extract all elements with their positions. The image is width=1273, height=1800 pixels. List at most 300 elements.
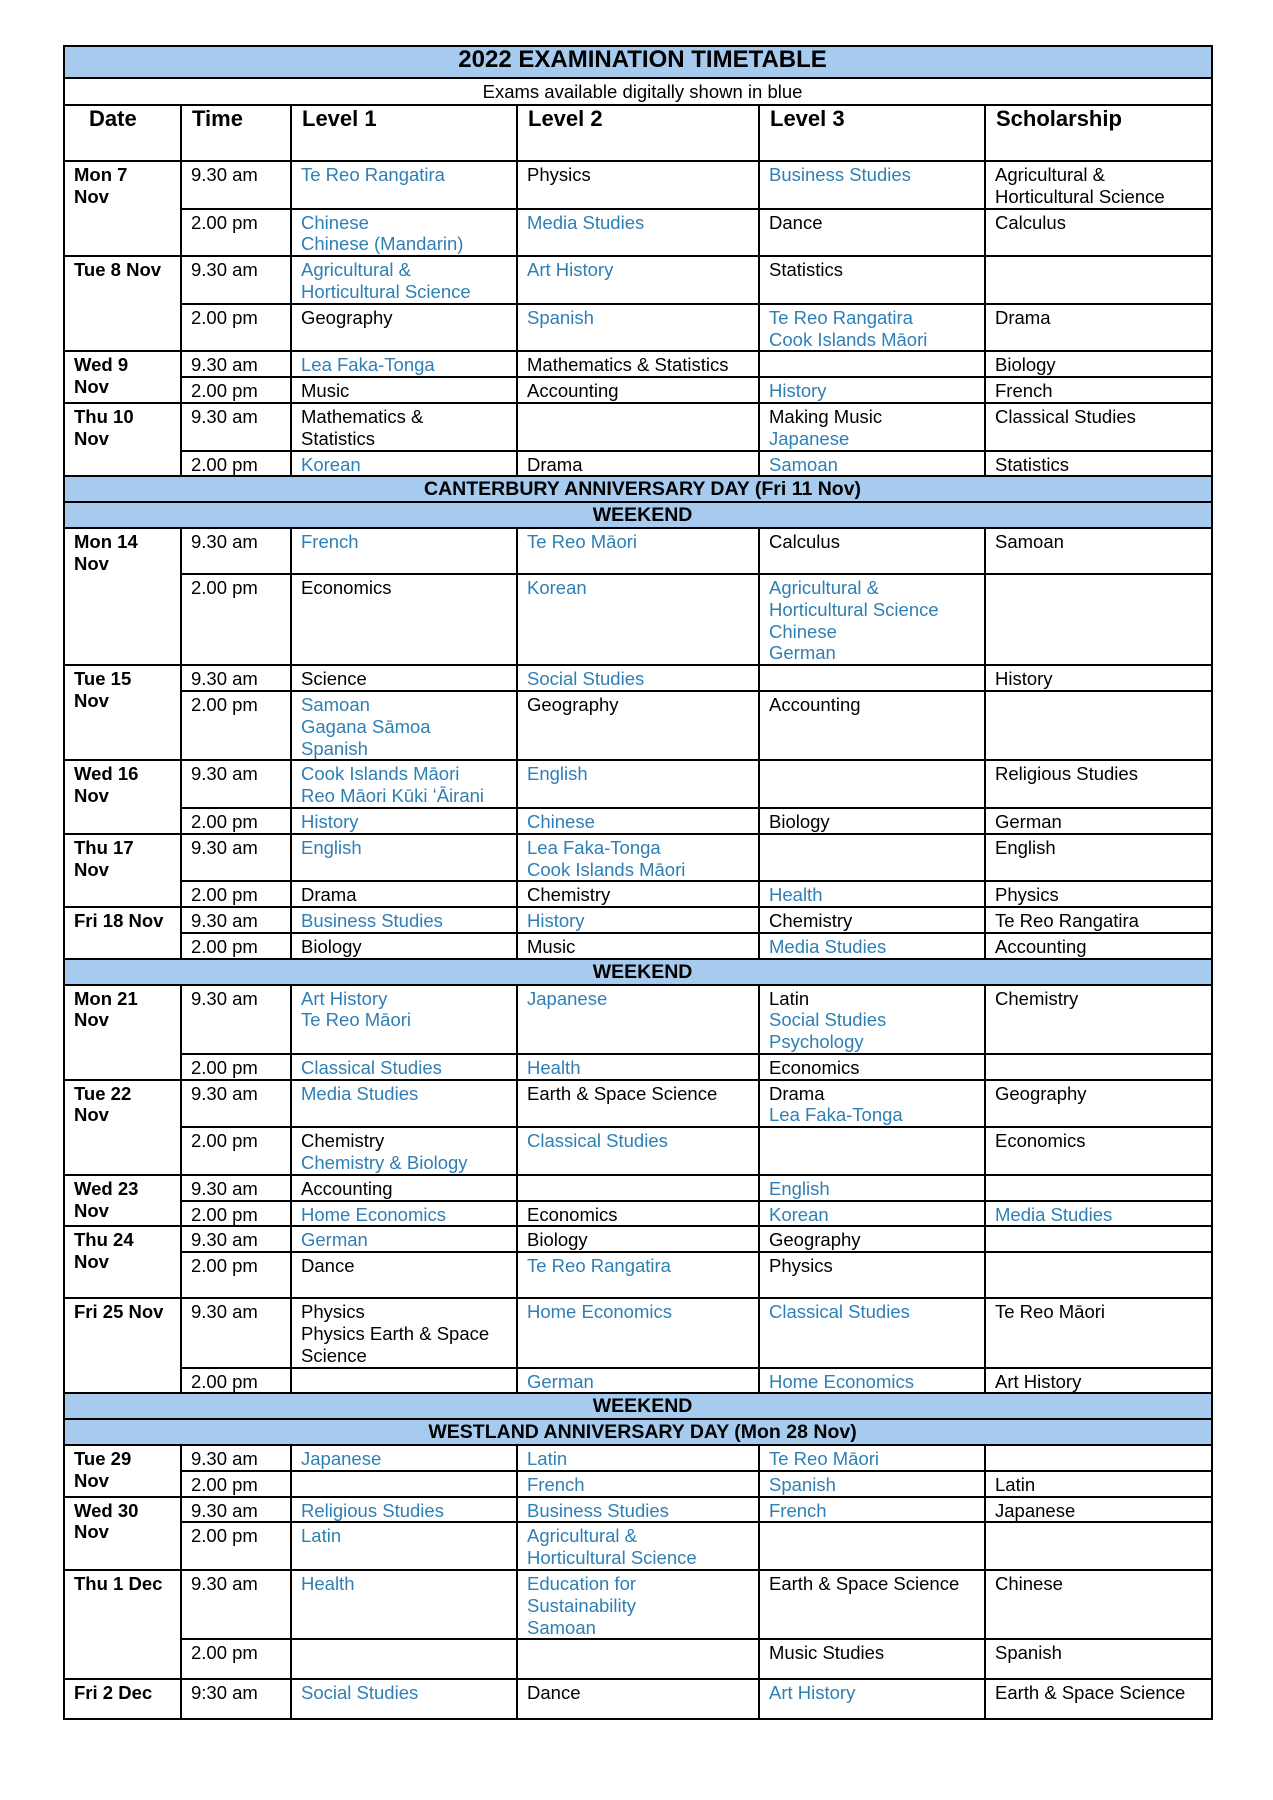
digital-exam-subject: Business Studies	[301, 910, 443, 932]
level-2-cell	[517, 377, 759, 403]
level-2-cell	[517, 574, 759, 665]
level-3-cell	[759, 574, 985, 665]
banner-row	[64, 476, 1212, 502]
level-2-cell	[517, 1252, 759, 1298]
digital-exam-subject: Te Reo Rangatira	[301, 164, 445, 185]
session-time: 2.00 pm	[181, 691, 291, 760]
digital-exam-subject: Cook Islands Māori Reo Māori Kūki ʻĀirani	[301, 763, 485, 807]
banner-text: WESTLAND ANNIVERSARY DAY (Mon 28 Nov)	[64, 1419, 1212, 1445]
exam-subject: Accounting	[995, 935, 1087, 957]
banner-text: WEEKEND	[64, 1393, 1212, 1419]
digital-exam-subject: Agricultural & Horticultural Science	[527, 1525, 697, 1569]
session-time: 9.30 am	[181, 1298, 291, 1367]
subtitle-row	[64, 78, 1212, 105]
header-level-2: Level 2	[517, 105, 759, 161]
scholarship-cell	[985, 1201, 1212, 1227]
level-2-cell	[517, 760, 759, 808]
level-3-cell	[759, 933, 985, 959]
exam-date: Thu 24 Nov	[64, 1226, 181, 1298]
scholarship-cell	[985, 1522, 1212, 1570]
exam-subject: Agricultural & Horticultural Science	[995, 164, 1165, 207]
exam-subject: Calculus	[995, 211, 1066, 233]
session-time: 9.30 am	[181, 760, 291, 808]
scholarship-cell	[985, 1127, 1212, 1175]
session-time: 2.00 pm	[181, 377, 291, 403]
exam-subject: Physics	[995, 884, 1059, 906]
session-row	[64, 1054, 1212, 1080]
level-2-cell	[517, 403, 759, 451]
session-row	[64, 1252, 1212, 1298]
level-2-cell	[517, 1445, 759, 1471]
level-3-cell	[759, 881, 985, 907]
level-3-cell	[759, 1127, 985, 1175]
scholarship-cell	[985, 907, 1212, 933]
title-row	[64, 46, 1212, 78]
session-row	[64, 1368, 1212, 1394]
digital-exam-subject: Education for Sustainability Samoan	[527, 1573, 637, 1638]
exam-subject: Geography	[301, 306, 393, 328]
session-time: 9.30 am	[181, 1226, 291, 1252]
level-1-cell	[291, 351, 517, 377]
exam-subject: Chemistry	[301, 1130, 385, 1152]
digital-exam-subject: Social Studies Psychology	[769, 1009, 887, 1053]
scholarship-cell	[985, 528, 1212, 574]
digital-exam-subject: Art History	[769, 1682, 856, 1704]
exam-subject: Dance	[769, 211, 823, 233]
level-3-cell	[759, 1252, 985, 1298]
digital-exam-subject: History	[769, 380, 827, 402]
level-3-cell	[759, 351, 985, 377]
session-row	[64, 1445, 1212, 1471]
digital-exam-subject: Chinese Chinese (Mandarin)	[301, 211, 464, 255]
exam-subject: Science	[301, 668, 367, 690]
scholarship-cell	[985, 1175, 1212, 1201]
exam-date: Thu 1 Dec	[64, 1570, 181, 1679]
session-time: 9.30 am	[181, 351, 291, 377]
level-2-cell	[517, 907, 759, 933]
scholarship-cell	[985, 451, 1212, 477]
level-2-cell	[517, 933, 759, 959]
session-time: 9.30 am	[181, 403, 291, 451]
level-3-cell	[759, 304, 985, 352]
digital-exam-subject: Social Studies	[301, 1682, 419, 1704]
exam-subject: Calculus	[769, 530, 840, 552]
digital-exam-subject: Media Studies	[995, 1203, 1113, 1225]
level-3-cell	[759, 1080, 985, 1128]
level-1-cell	[291, 1298, 517, 1367]
session-row	[64, 1080, 1212, 1128]
digital-exam-subject: Japanese	[769, 427, 850, 449]
exam-subject: Mathematics & Statistics	[301, 405, 424, 449]
level-1-cell	[291, 1497, 517, 1523]
scholarship-cell	[985, 1252, 1212, 1298]
level-3-cell	[759, 1522, 985, 1570]
level-1-cell	[291, 985, 517, 1054]
digital-exam-subject: Agricultural & Horticultural Science	[301, 259, 471, 302]
exam-subject: Biology	[527, 1229, 588, 1251]
exam-subject: Accounting	[769, 693, 861, 715]
scholarship-cell	[985, 161, 1212, 209]
session-row	[64, 403, 1212, 451]
digital-exam-subject: History	[301, 810, 359, 832]
level-1-cell	[291, 1639, 517, 1679]
level-1-cell	[291, 1522, 517, 1570]
session-time: 2.00 pm	[181, 881, 291, 907]
level-1-cell	[291, 1368, 517, 1394]
session-row	[64, 256, 1212, 304]
level-3-cell	[759, 403, 985, 451]
session-time: 9.30 am	[181, 161, 291, 209]
digital-exam-subject: Korean	[769, 1203, 829, 1225]
digital-exam-subject: German	[527, 1370, 594, 1392]
exam-date: Thu 10 Nov	[64, 403, 181, 476]
exam-date: Wed 23 Nov	[64, 1175, 181, 1227]
session-row	[64, 907, 1212, 933]
scholarship-cell	[985, 665, 1212, 691]
level-2-cell	[517, 881, 759, 907]
digital-exam-subject: Home Economics	[301, 1203, 446, 1225]
digital-exam-subject: Chinese	[527, 810, 595, 832]
digital-exam-subject: Health	[527, 1056, 581, 1078]
digital-exam-subject: Te Reo Māori	[769, 1448, 880, 1470]
session-time: 2.00 pm	[181, 574, 291, 665]
session-row	[64, 1226, 1212, 1252]
digital-exam-subject: Classical Studies	[769, 1301, 910, 1323]
level-1-cell	[291, 1679, 517, 1719]
digital-exam-subject: French	[769, 1499, 827, 1521]
exam-subject: Art History	[995, 1370, 1082, 1392]
level-3-cell	[759, 1368, 985, 1394]
exam-subject: Chinese	[995, 1573, 1063, 1595]
level-3-cell	[759, 377, 985, 403]
scholarship-cell	[985, 1445, 1212, 1471]
level-3-cell	[759, 760, 985, 808]
level-1-cell	[291, 1054, 517, 1080]
scholarship-cell	[985, 881, 1212, 907]
exam-subject: Physics	[527, 164, 591, 185]
exam-subject: Dance	[527, 1682, 581, 1704]
exam-subject: Geography	[527, 693, 619, 715]
scholarship-cell	[985, 209, 1212, 257]
digital-exam-subject: English	[769, 1177, 830, 1199]
session-time: 9.30 am	[181, 1175, 291, 1201]
level-1-cell	[291, 1252, 517, 1298]
session-row	[64, 1570, 1212, 1639]
level-2-cell	[517, 1080, 759, 1128]
digital-exam-subject: Te Reo Māori	[527, 530, 638, 552]
session-row	[64, 1201, 1212, 1227]
exam-subject: Latin	[769, 987, 810, 1009]
scholarship-cell	[985, 808, 1212, 834]
session-row	[64, 377, 1212, 403]
session-time: 9.30 am	[181, 665, 291, 691]
digital-exam-subject: History	[527, 910, 585, 932]
exam-date: Wed 16 Nov	[64, 760, 181, 833]
header-level-1: Level 1	[291, 105, 517, 161]
session-row	[64, 808, 1212, 834]
scholarship-cell	[985, 1570, 1212, 1639]
session-time: 9.30 am	[181, 1445, 291, 1471]
session-row	[64, 985, 1212, 1054]
scholarship-cell	[985, 933, 1212, 959]
exam-date: Fri 2 Dec	[64, 1679, 181, 1719]
exam-subject: Economics	[769, 1056, 860, 1078]
session-row	[64, 1298, 1212, 1367]
level-2-cell	[517, 451, 759, 477]
level-1-cell	[291, 1127, 517, 1175]
digital-exam-subject: Te Reo Rangatira Cook Islands Māori	[769, 306, 928, 350]
session-time: 2.00 pm	[181, 1252, 291, 1298]
digital-exam-subject: Health	[301, 1573, 355, 1595]
exam-subject: Economics	[527, 1203, 618, 1225]
header-row	[64, 105, 1212, 161]
exam-subject: Music	[527, 935, 576, 957]
level-3-cell	[759, 209, 985, 257]
banner-row	[64, 959, 1212, 985]
exam-subject: Drama	[527, 453, 583, 475]
header-date: Date	[64, 105, 181, 161]
digital-exam-subject: Classical Studies	[301, 1056, 442, 1078]
level-3-cell	[759, 834, 985, 882]
digital-exam-subject: Spanish	[527, 306, 594, 328]
level-1-cell	[291, 1226, 517, 1252]
scholarship-cell	[985, 1080, 1212, 1128]
digital-exam-subject: English	[527, 763, 588, 785]
session-row	[64, 451, 1212, 477]
level-1-cell	[291, 1175, 517, 1201]
digital-exam-subject: Spanish	[769, 1473, 836, 1495]
level-1-cell	[291, 760, 517, 808]
digital-exam-subject: Lea Faka-Tonga	[301, 354, 435, 376]
session-row	[64, 933, 1212, 959]
level-1-cell	[291, 403, 517, 451]
level-3-cell	[759, 691, 985, 760]
exam-subject: Chemistry	[527, 884, 611, 906]
session-row	[64, 209, 1212, 257]
exam-subject: Biology	[301, 935, 362, 957]
level-1-cell	[291, 377, 517, 403]
level-3-cell	[759, 161, 985, 209]
digital-exam-subject: Agricultural & Horticultural Science Chinese German	[769, 576, 939, 664]
header-level-3: Level 3	[759, 105, 985, 161]
header-time: Time	[181, 105, 291, 161]
scholarship-cell	[985, 1226, 1212, 1252]
level-2-cell	[517, 1497, 759, 1523]
session-time: 9.30 am	[181, 985, 291, 1054]
level-1-cell	[291, 574, 517, 665]
banner-row	[64, 502, 1212, 528]
exam-date: Mon 21 Nov	[64, 985, 181, 1080]
level-3-cell	[759, 1175, 985, 1201]
exam-subject: Music	[301, 380, 350, 402]
level-3-cell	[759, 808, 985, 834]
session-time: 9.30 am	[181, 1497, 291, 1523]
level-3-cell	[759, 451, 985, 477]
session-row	[64, 161, 1212, 209]
scholarship-cell	[985, 256, 1212, 304]
digital-exam-subject: Media Studies	[527, 211, 645, 233]
scholarship-cell	[985, 1639, 1212, 1679]
digital-exam-subject: French	[301, 530, 359, 552]
level-2-cell	[517, 1298, 759, 1367]
exam-subject: Biology	[995, 354, 1056, 376]
exam-subject: French	[995, 380, 1053, 402]
exam-subject: Dance	[301, 1255, 355, 1277]
page-title: 2022 EXAMINATION TIMETABLE	[64, 46, 1212, 78]
level-1-cell	[291, 808, 517, 834]
exam-date: Tue 29 Nov	[64, 1445, 181, 1497]
scholarship-cell	[985, 691, 1212, 760]
exam-subject: Making Music	[769, 405, 883, 427]
level-3-cell	[759, 1226, 985, 1252]
exam-subject: Accounting	[527, 380, 619, 402]
scholarship-cell	[985, 1368, 1212, 1394]
timetable-body	[64, 46, 1212, 1719]
exam-subject: Statistics	[995, 453, 1070, 475]
exam-subject: Samoan	[995, 530, 1064, 552]
digital-exam-subject: Lea Faka-Tonga Cook Islands Māori	[527, 836, 686, 880]
exam-subject: German	[995, 810, 1062, 832]
session-time: 2.00 pm	[181, 1639, 291, 1679]
exam-subject: Geography	[769, 1229, 861, 1251]
exam-subject: Chemistry	[769, 910, 853, 932]
session-row	[64, 1127, 1212, 1175]
level-1-cell	[291, 933, 517, 959]
session-row	[64, 691, 1212, 760]
banner-text: WEEKEND	[64, 959, 1212, 985]
level-1-cell	[291, 881, 517, 907]
level-3-cell	[759, 907, 985, 933]
session-row	[64, 834, 1212, 882]
level-2-cell	[517, 528, 759, 574]
level-2-cell	[517, 985, 759, 1054]
session-time: 2.00 pm	[181, 1368, 291, 1394]
session-time: 9.30 am	[181, 834, 291, 882]
session-time: 2.00 pm	[181, 1054, 291, 1080]
banner-row	[64, 1393, 1212, 1419]
level-3-cell	[759, 256, 985, 304]
digital-exam-subject: Business Studies	[769, 164, 911, 185]
exam-subject: Classical Studies	[995, 405, 1136, 427]
exam-date: Wed 30 Nov	[64, 1497, 181, 1570]
exam-date: Mon 14 Nov	[64, 528, 181, 665]
level-2-cell	[517, 1471, 759, 1497]
session-time: 2.00 pm	[181, 1127, 291, 1175]
level-2-cell	[517, 209, 759, 257]
exam-subject: Japanese	[995, 1499, 1076, 1521]
banner-row	[64, 1419, 1212, 1445]
scholarship-cell	[985, 574, 1212, 665]
level-1-cell	[291, 834, 517, 882]
level-2-cell	[517, 691, 759, 760]
level-3-cell	[759, 1054, 985, 1080]
level-3-cell	[759, 1471, 985, 1497]
digital-exam-subject: Samoan	[769, 453, 838, 475]
level-3-cell	[759, 1639, 985, 1679]
level-2-cell	[517, 351, 759, 377]
session-row	[64, 528, 1212, 574]
exam-date: Tue 15 Nov	[64, 665, 181, 760]
session-time: 9.30 am	[181, 528, 291, 574]
exam-subject: Drama	[995, 306, 1051, 328]
session-time: 9.30 am	[181, 256, 291, 304]
exam-subject: Chemistry	[995, 987, 1079, 1009]
level-1-cell	[291, 451, 517, 477]
exam-subject: Accounting	[301, 1177, 393, 1199]
session-row	[64, 1522, 1212, 1570]
digital-exam-subject: Japanese	[301, 1448, 382, 1470]
level-2-cell	[517, 1175, 759, 1201]
exam-subject: Earth & Space Science	[995, 1682, 1186, 1704]
digital-exam-subject: Art History Te Reo Māori	[301, 987, 412, 1031]
exam-subject: Economics	[301, 576, 392, 598]
digital-exam-subject: German	[301, 1229, 368, 1251]
level-2-cell	[517, 1054, 759, 1080]
level-2-cell	[517, 665, 759, 691]
scholarship-cell	[985, 403, 1212, 451]
session-row	[64, 1639, 1212, 1679]
session-row	[64, 1497, 1212, 1523]
level-3-cell	[759, 985, 985, 1054]
session-row	[64, 1679, 1212, 1719]
session-row	[64, 1471, 1212, 1497]
session-row	[64, 304, 1212, 352]
scholarship-cell	[985, 1054, 1212, 1080]
exam-subject: Drama	[769, 1082, 825, 1104]
session-time: 2.00 pm	[181, 933, 291, 959]
exam-subject: Te Reo Māori	[995, 1301, 1106, 1323]
banner-text: WEEKEND	[64, 502, 1212, 528]
exam-date: Wed 9 Nov	[64, 351, 181, 403]
digital-exam-subject: Chemistry & Biology	[301, 1152, 468, 1174]
level-2-cell	[517, 1226, 759, 1252]
digital-exam-subject: Latin	[301, 1525, 342, 1547]
exam-subject: Spanish	[995, 1642, 1062, 1664]
digital-exam-subject: Health	[769, 884, 823, 906]
level-2-cell	[517, 1368, 759, 1394]
digital-exam-subject: English	[301, 836, 362, 858]
level-1-cell	[291, 691, 517, 760]
digital-exam-subject: Korean	[301, 453, 361, 475]
level-3-cell	[759, 665, 985, 691]
session-row	[64, 574, 1212, 665]
exam-date: Tue 22 Nov	[64, 1080, 181, 1175]
exam-subject: Physics Physics Earth & Space Science	[301, 1301, 490, 1366]
banner-text: CANTERBURY ANNIVERSARY DAY (Fri 11 Nov)	[64, 476, 1212, 502]
scholarship-cell	[985, 377, 1212, 403]
scholarship-cell	[985, 1679, 1212, 1719]
level-3-cell	[759, 1570, 985, 1639]
session-time: 9.30 am	[181, 1080, 291, 1128]
level-2-cell	[517, 1570, 759, 1639]
digital-exam-subject: Media Studies	[769, 935, 887, 957]
level-2-cell	[517, 1201, 759, 1227]
level-2-cell	[517, 1679, 759, 1719]
exam-date: Tue 8 Nov	[64, 256, 181, 351]
exam-subject: Economics	[995, 1130, 1086, 1152]
level-1-cell	[291, 1570, 517, 1639]
level-2-cell	[517, 161, 759, 209]
level-2-cell	[517, 1127, 759, 1175]
level-3-cell	[759, 528, 985, 574]
exam-subject: Religious Studies	[995, 763, 1138, 785]
session-row	[64, 881, 1212, 907]
exam-subject: Drama	[301, 884, 357, 906]
digital-exam-subject: Classical Studies	[527, 1130, 668, 1152]
digital-exam-subject: Art History	[527, 259, 614, 281]
session-row	[64, 665, 1212, 691]
level-1-cell	[291, 1080, 517, 1128]
